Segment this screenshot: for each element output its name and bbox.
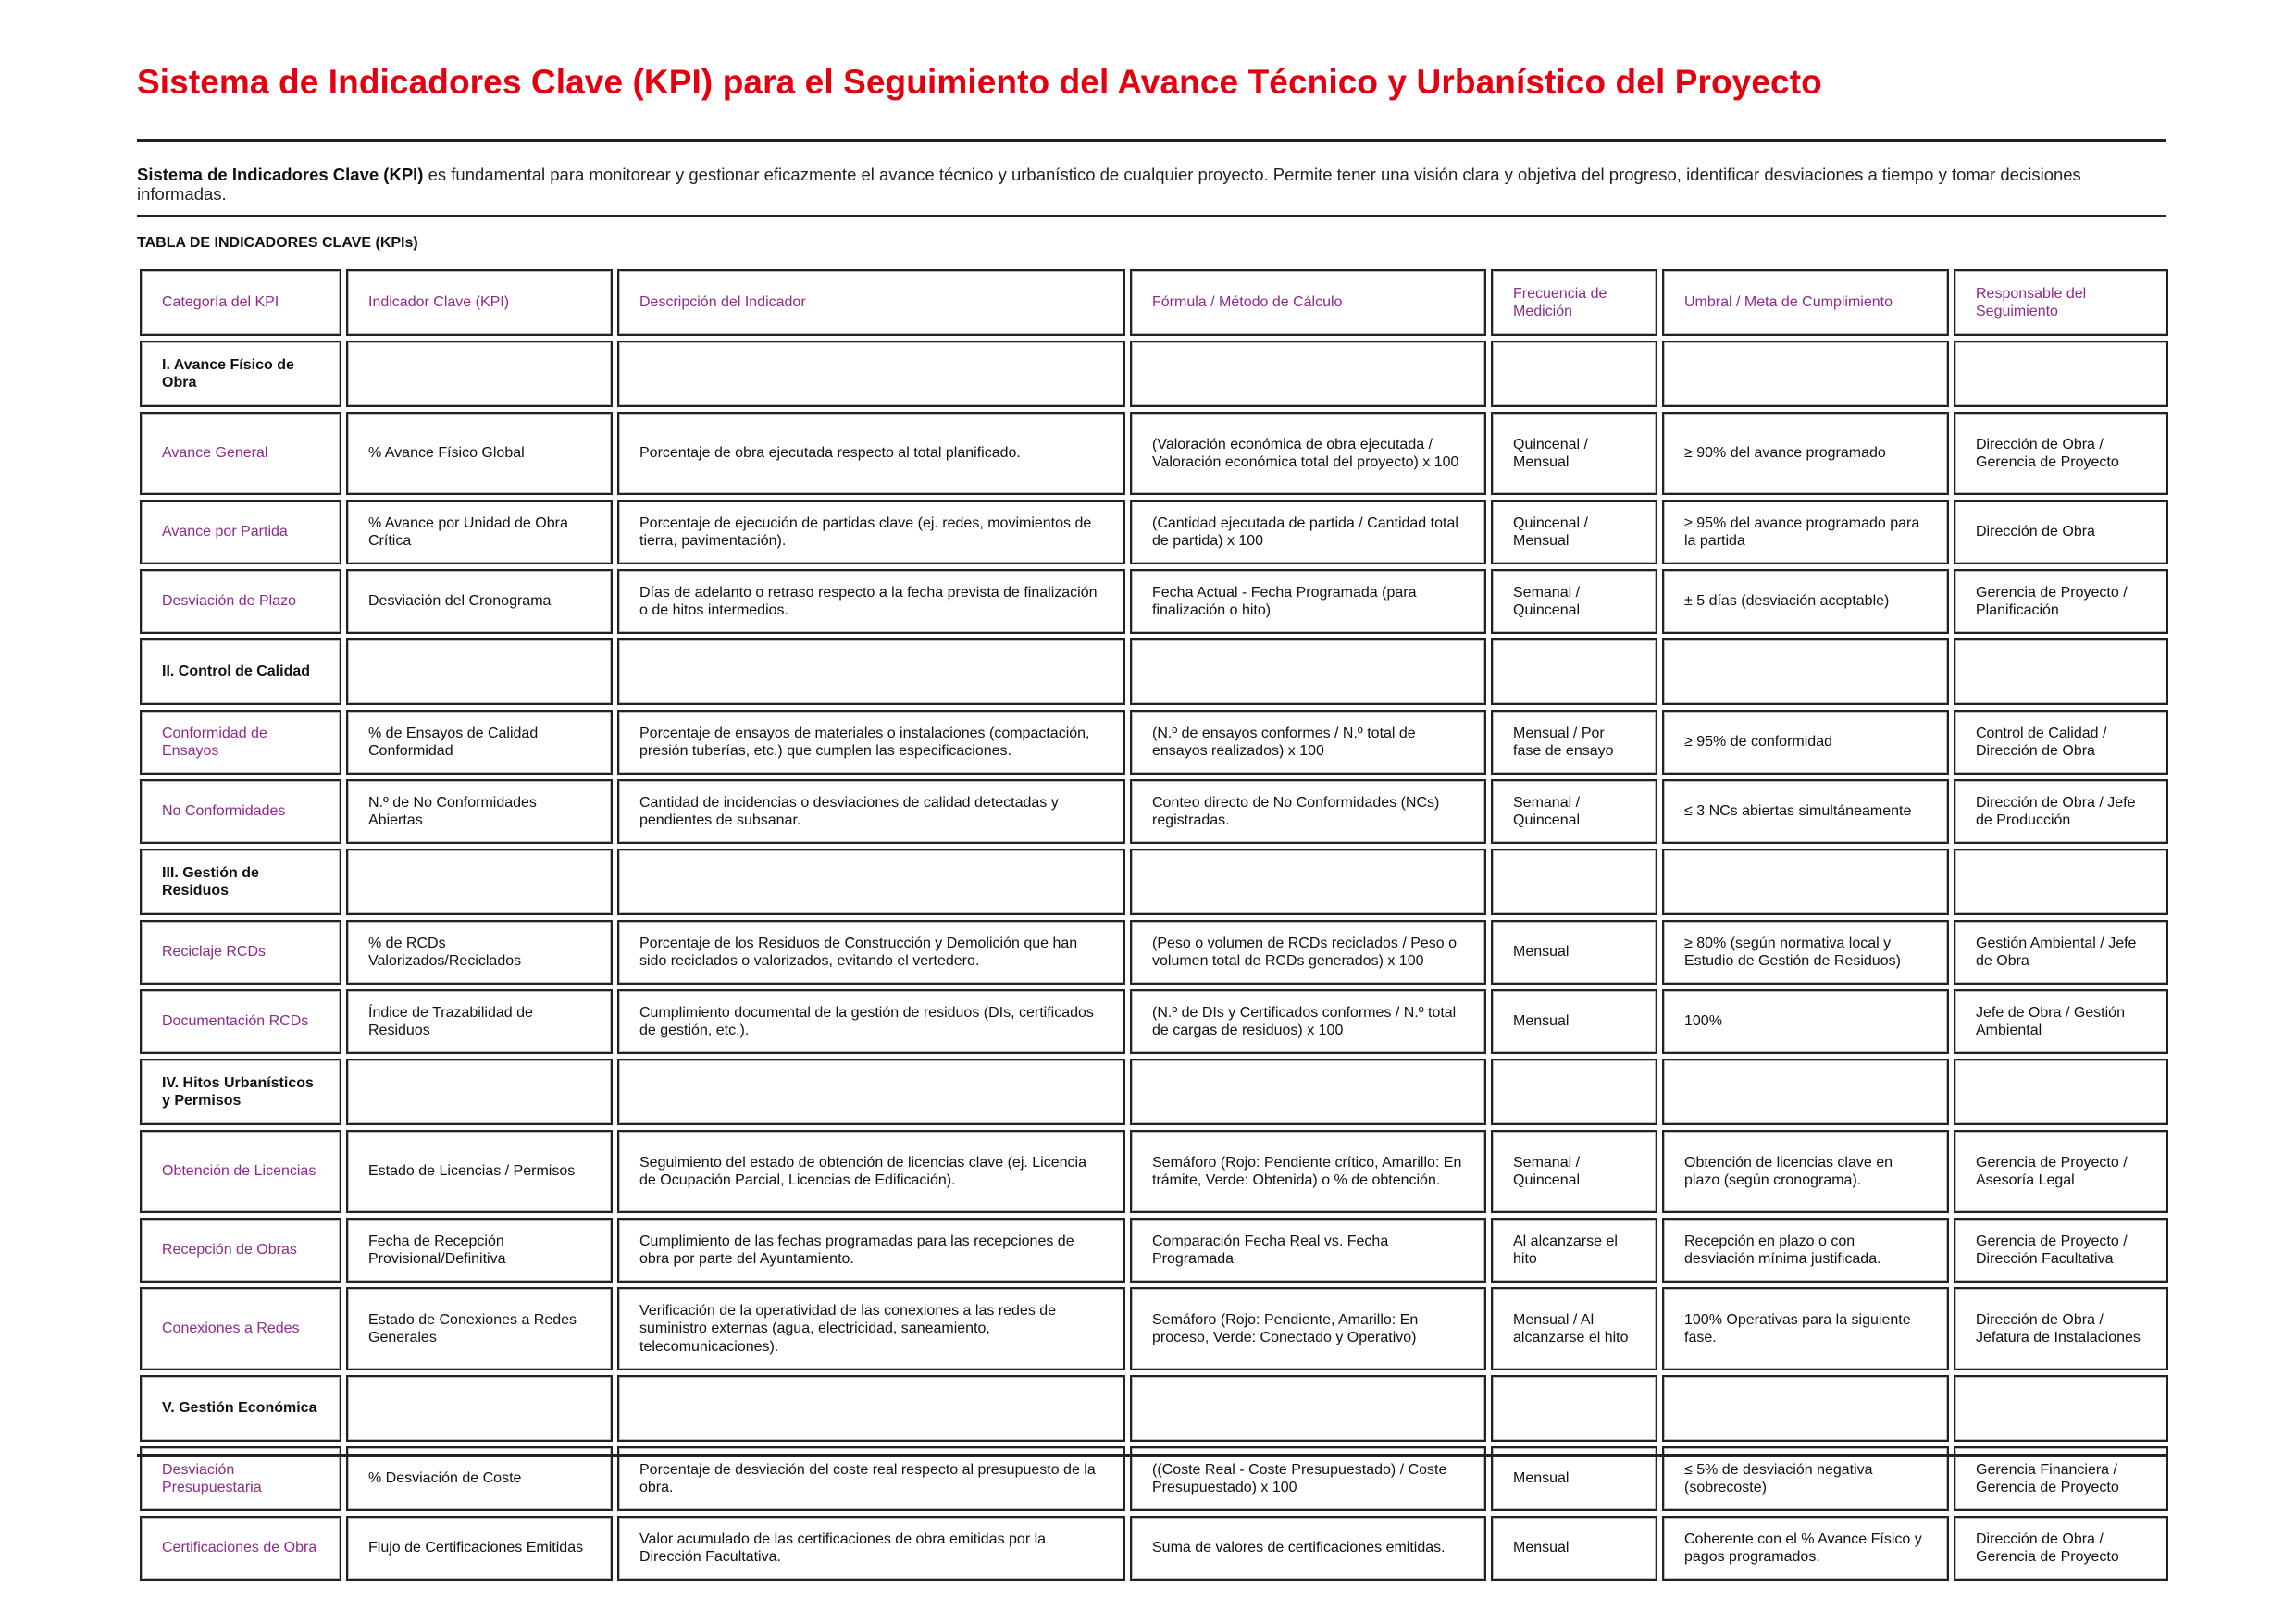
cell-formula: ((Coste Real - Coste Presupuestado) / Coste Presupuestado) x 100	[1130, 1446, 1486, 1511]
table-row	[140, 1287, 2168, 1370]
header-indicator: Indicador Clave (KPI)	[346, 269, 613, 336]
cell-owner: Gerencia de Proyecto / Dirección Facultativa	[1954, 1218, 2168, 1283]
cell-formula: Fecha Actual - Fecha Programada (para finalización o hito)	[1130, 569, 1486, 634]
cell-category: Conformidad de Ensayos	[140, 710, 341, 775]
kpi-table	[135, 265, 2173, 1585]
table-row	[140, 412, 2168, 495]
header-description: Descripción del Indicador	[617, 269, 1125, 336]
cell-frequency: Mensual	[1491, 1516, 1657, 1581]
section-title: I. Avance Físico de Obra	[140, 341, 341, 407]
cell-target: ≥ 95% de conformidad	[1662, 710, 1949, 775]
cell-description: Porcentaje de los Residuos de Construcción y Demolición que han sido reciclados o valorizados, evitando el vertedero.	[617, 920, 1125, 985]
cell-indicator: % Desviación de Coste	[346, 1446, 613, 1511]
cell-frequency: Semanal / Quincenal	[1491, 569, 1657, 634]
cell-target: 100% Operativas para la siguiente fase.	[1662, 1287, 1949, 1370]
cell-owner: Dirección de Obra	[1954, 500, 2168, 564]
table-row	[140, 1130, 2168, 1213]
page-title: Sistema de Indicadores Clave (KPI) para el Seguimiento del Avance Técnico y Urbanístico del Proyecto	[137, 63, 1822, 101]
header-formula: Fórmula / Método de Cálculo	[1130, 269, 1486, 336]
cell-description: Cumplimiento de las fechas programadas para las recepciones de obra por parte del Ayuntamiento.	[617, 1218, 1125, 1283]
cell-category: No Conformidades	[140, 779, 341, 844]
cell-description: Verificación de la operatividad de las conexiones a las redes de suministro externas (agua, electricidad, saneamiento, telecomunicaciones).	[617, 1287, 1125, 1370]
divider	[137, 139, 2166, 142]
bottom-divider	[137, 1454, 2166, 1457]
cell-frequency: Al alcanzarse el hito	[1491, 1218, 1657, 1283]
cell-description: Porcentaje de obra ejecutada respecto al total planificado.	[617, 412, 1125, 495]
header-target: Umbral / Meta de Cumplimiento	[1662, 269, 1949, 336]
section-title: IV. Hitos Urbanísticos y Permisos	[140, 1059, 341, 1125]
cell-description: Porcentaje de ensayos de materiales o instalaciones (compactación, presión tuberías, etc.) que cumplen las especificaciones.	[617, 710, 1125, 775]
section-row	[140, 341, 2168, 407]
cell-owner: Gestión Ambiental / Jefe de Obra	[1954, 920, 2168, 985]
cell-formula: Semáforo (Rojo: Pendiente crítico, Amarillo: En trámite, Verde: Obtenida) o % de obtención.	[1130, 1130, 1486, 1213]
cell-target: ≥ 90% del avance programado	[1662, 412, 1949, 495]
cell-frequency: Mensual	[1491, 920, 1657, 985]
cell-formula: Semáforo (Rojo: Pendiente, Amarillo: En proceso, Verde: Conectado y Operativo)	[1130, 1287, 1486, 1370]
cell-formula: (N.º de DIs y Certificados conformes / N.º total de cargas de residuos) x 100	[1130, 989, 1486, 1054]
cell-category: Recepción de Obras	[140, 1218, 341, 1283]
cell-description: Valor acumulado de las certificaciones de obra emitidas por la Dirección Facultativa.	[617, 1516, 1125, 1581]
cell-description: Porcentaje de desviación del coste real respecto al presupuesto de la obra.	[617, 1446, 1125, 1511]
cell-category: Avance General	[140, 412, 341, 495]
cell-category: Reciclaje RCDs	[140, 920, 341, 985]
cell-target: Recepción en plazo o con desviación mínima justificada.	[1662, 1218, 1949, 1283]
cell-category: Desviación de Plazo	[140, 569, 341, 634]
table-row	[140, 779, 2168, 844]
cell-indicator: Desviación del Cronograma	[346, 569, 613, 634]
intro-paragraph	[137, 165, 2154, 204]
cell-owner: Dirección de Obra / Gerencia de Proyecto	[1954, 412, 2168, 495]
cell-indicator: Flujo de Certificaciones Emitidas	[346, 1516, 613, 1581]
table-header-row	[140, 269, 2168, 336]
cell-formula: Comparación Fecha Real vs. Fecha Programada	[1130, 1218, 1486, 1283]
section-title: II. Control de Calidad	[140, 638, 341, 705]
cell-target: ≤ 5% de desviación negativa (sobrecoste)	[1662, 1446, 1949, 1511]
cell-category: Desviación Presupuestaria	[140, 1446, 341, 1511]
cell-indicator: % Avance Físico Global	[346, 412, 613, 495]
cell-target: ≥ 95% del avance programado para la partida	[1662, 500, 1949, 564]
table-row	[140, 569, 2168, 634]
cell-description: Porcentaje de ejecución de partidas clave (ej. redes, movimientos de tierra, pavimentación).	[617, 500, 1125, 564]
cell-owner: Gerencia Financiera / Gerencia de Proyecto	[1954, 1446, 2168, 1511]
cell-indicator: Fecha de Recepción Provisional/Definitiva	[346, 1218, 613, 1283]
section-title: V. Gestión Económica	[140, 1375, 341, 1442]
cell-indicator: Índice de Trazabilidad de Residuos	[346, 989, 613, 1054]
cell-description: Cantidad de incidencias o desviaciones de calidad detectadas y pendientes de subsanar.	[617, 779, 1125, 844]
cell-frequency: Mensual / Al alcanzarse el hito	[1491, 1287, 1657, 1370]
cell-indicator: % de Ensayos de Calidad Conformidad	[346, 710, 613, 775]
cell-target: ≥ 80% (según normativa local y Estudio de Gestión de Residuos)	[1662, 920, 1949, 985]
cell-owner: Control de Calidad / Dirección de Obra	[1954, 710, 2168, 775]
cell-target: ± 5 días (desviación aceptable)	[1662, 569, 1949, 634]
cell-formula: Suma de valores de certificaciones emitidas.	[1130, 1516, 1486, 1581]
cell-target: Obtención de licencias clave en plazo (según cronograma).	[1662, 1130, 1949, 1213]
cell-category: Conexiones a Redes	[140, 1287, 341, 1370]
cell-frequency: Quincenal / Mensual	[1491, 412, 1657, 495]
cell-target: ≤ 3 NCs abiertas simultáneamente	[1662, 779, 1949, 844]
cell-indicator: N.º de No Conformidades Abiertas	[346, 779, 613, 844]
cell-formula: (Peso o volumen de RCDs reciclados / Peso o volumen total de RCDs generados) x 100	[1130, 920, 1486, 985]
table-row	[140, 710, 2168, 775]
cell-frequency: Mensual	[1491, 1446, 1657, 1511]
section-row	[140, 638, 2168, 705]
section-title: III. Gestión de Residuos	[140, 849, 341, 915]
cell-target: 100%	[1662, 989, 1949, 1054]
divider	[137, 215, 2166, 217]
intro-bold-term: Sistema de Indicadores Clave (KPI)	[137, 165, 424, 184]
table-row	[140, 920, 2168, 985]
cell-indicator: Estado de Licencias / Permisos	[346, 1130, 613, 1213]
table-row	[140, 989, 2168, 1054]
cell-category: Avance por Partida	[140, 500, 341, 564]
cell-description: Días de adelanto o retraso respecto a la fecha prevista de finalización o de hitos intermedios.	[617, 569, 1125, 634]
cell-formula: (Cantidad ejecutada de partida / Cantidad total de partida) x 100	[1130, 500, 1486, 564]
cell-owner: Gerencia de Proyecto / Asesoría Legal	[1954, 1130, 2168, 1213]
cell-formula: (Valoración económica de obra ejecutada / Valoración económica total del proyecto) x 100	[1130, 412, 1486, 495]
cell-frequency: Semanal / Quincenal	[1491, 779, 1657, 844]
header-owner: Responsable del Seguimiento	[1954, 269, 2168, 336]
header-category: Categoría del KPI	[140, 269, 341, 336]
section-row	[140, 849, 2168, 915]
cell-owner: Jefe de Obra / Gestión Ambiental	[1954, 989, 2168, 1054]
cell-category: Certificaciones de Obra	[140, 1516, 341, 1581]
cell-description: Seguimiento del estado de obtención de licencias clave (ej. Licencia de Ocupación Parcial, Licencias de Edificación).	[617, 1130, 1125, 1213]
section-row	[140, 1375, 2168, 1442]
cell-owner: Dirección de Obra / Gerencia de Proyecto	[1954, 1516, 2168, 1581]
cell-description: Cumplimiento documental de la gestión de residuos (DIs, certificados de gestión, etc.).	[617, 989, 1125, 1054]
cell-category: Documentación RCDs	[140, 989, 341, 1054]
cell-frequency: Mensual	[1491, 989, 1657, 1054]
table-row	[140, 1218, 2168, 1283]
cell-formula: (N.º de ensayos conformes / N.º total de ensayos realizados) x 100	[1130, 710, 1486, 775]
cell-indicator: % Avance por Unidad de Obra Crítica	[346, 500, 613, 564]
cell-category: Obtención de Licencias	[140, 1130, 341, 1213]
intro-text: es fundamental para monitorear y gestionar eficazmente el avance técnico y urbanístico de cualquier proyecto. Permite tener una visión clara y objetiva del progreso, identificar desviaciones a tiempo y tomar decisiones informadas.	[137, 165, 2081, 204]
cell-frequency: Quincenal / Mensual	[1491, 500, 1657, 564]
cell-indicator: % de RCDs Valorizados/Reciclados	[346, 920, 613, 985]
cell-owner: Gerencia de Proyecto / Planificación	[1954, 569, 2168, 634]
table-body	[140, 341, 2168, 1581]
cell-formula: Conteo directo de No Conformidades (NCs) registradas.	[1130, 779, 1486, 844]
cell-frequency: Mensual / Por fase de ensayo	[1491, 710, 1657, 775]
header-frequency: Frecuencia de Medición	[1491, 269, 1657, 336]
cell-frequency: Semanal / Quincenal	[1491, 1130, 1657, 1213]
cell-target: Coherente con el % Avance Físico y pagos programados.	[1662, 1516, 1949, 1581]
section-row	[140, 1059, 2168, 1125]
table-row	[140, 1516, 2168, 1581]
cell-owner: Dirección de Obra / Jefe de Producción	[1954, 779, 2168, 844]
cell-indicator: Estado de Conexiones a Redes Generales	[346, 1287, 613, 1370]
cell-owner: Dirección de Obra / Jefatura de Instalaciones	[1954, 1287, 2168, 1370]
table-row	[140, 500, 2168, 564]
table-caption: TABLA DE INDICADORES CLAVE (KPIs)	[137, 235, 418, 251]
